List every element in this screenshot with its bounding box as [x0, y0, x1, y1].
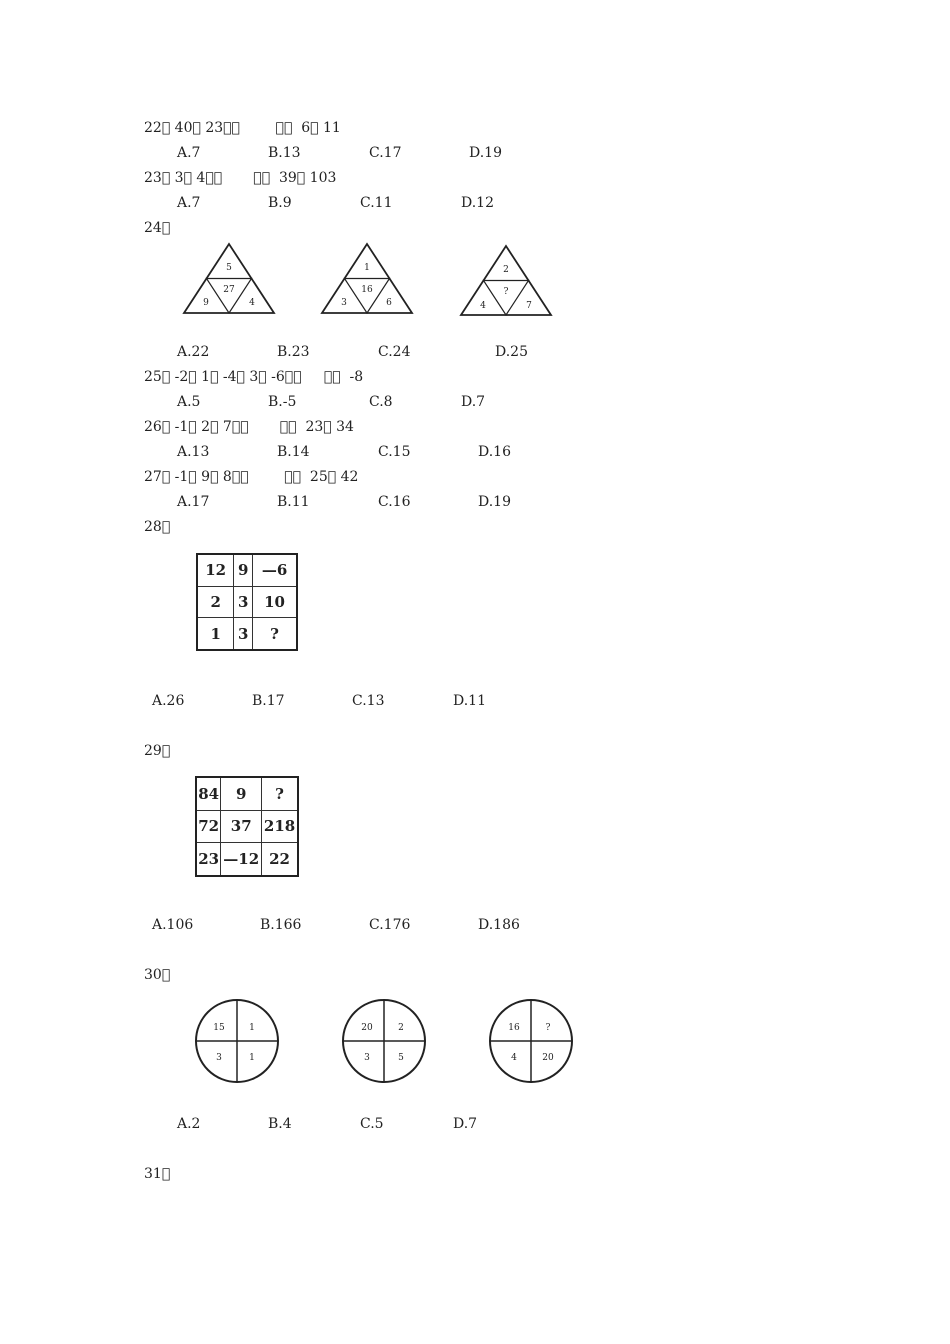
circle-2-top-right: 2: [398, 1023, 404, 1033]
circle-1-top-right: 1: [249, 1023, 255, 1033]
q23-option-a[interactable]: A.7: [177, 195, 201, 211]
q22-option-b[interactable]: B.13: [268, 145, 301, 161]
q28-option-b[interactable]: B.17: [252, 693, 285, 709]
q28-cell: ?: [253, 618, 297, 650]
question-25-stem: 25  -2  1  -4  3  -6      -8: [144, 369, 364, 385]
q30-option-b[interactable]: B.4: [268, 1116, 292, 1132]
q25-option-b[interactable]: B.-5: [268, 394, 297, 410]
triangle-1-center: 27: [223, 285, 235, 295]
q22-option-c[interactable]: C.17: [369, 145, 402, 161]
q29-cell: 218: [262, 810, 298, 842]
q28-cell: 1: [197, 618, 234, 650]
circle-2-top-left: 20: [361, 1023, 373, 1033]
q28-option-d[interactable]: D.11: [453, 693, 486, 709]
circle-3-bottom-left: 4: [511, 1053, 517, 1063]
q29-option-d[interactable]: D.186: [478, 917, 520, 933]
q28-cell: —6: [253, 554, 297, 586]
triangle-2: [322, 244, 412, 313]
circle-3-top-right: ?: [545, 1023, 551, 1033]
triangle-3-left: 4: [480, 301, 486, 311]
q28-number-grid: [196, 553, 298, 651]
q23-option-c[interactable]: C.11: [360, 195, 393, 211]
question-26-stem: 26  -1  2  7      23  34: [144, 419, 354, 435]
circle-1-top-left: 15: [213, 1023, 225, 1033]
q27-option-b[interactable]: B.11: [277, 494, 310, 510]
circle-1-bottom-left: 3: [216, 1053, 222, 1063]
q28-option-a[interactable]: A.26: [152, 693, 185, 709]
q28-option-c[interactable]: C.13: [352, 693, 385, 709]
q27-option-d[interactable]: D.19: [478, 494, 511, 510]
triangle-3-top: 2: [503, 265, 509, 275]
q29-cell: ?: [262, 777, 298, 810]
circle-1: [196, 1000, 278, 1082]
triangle-1-left: 9: [203, 298, 209, 308]
triangle-2-left: 3: [341, 298, 347, 308]
q22-option-d[interactable]: D.19: [469, 145, 502, 161]
q27-option-a[interactable]: A.17: [177, 494, 210, 510]
q29-option-a[interactable]: A.106: [152, 917, 194, 933]
q26-option-b[interactable]: B.14: [277, 444, 310, 460]
triangle-2-top: 1: [364, 263, 370, 273]
circle-3: [490, 1000, 572, 1082]
question-31-stem: 31 : [144, 1166, 171, 1182]
q28-cell: 3: [234, 586, 253, 617]
q29-cell: 72: [196, 810, 221, 842]
q24-option-d[interactable]: D.25: [495, 344, 528, 360]
triangle-1-top: 5: [226, 263, 232, 273]
q22-option-a[interactable]: A.7: [177, 145, 201, 161]
circle-2-bottom-right: 5: [398, 1053, 404, 1063]
q26-option-c[interactable]: C.15: [378, 444, 411, 460]
q28-cell: 9: [234, 554, 253, 586]
question-24-stem: 24 : [144, 220, 171, 236]
q29-cell: —12: [221, 843, 262, 876]
q26-option-d[interactable]: D.16: [478, 444, 511, 460]
triangle-3-center: ?: [503, 287, 509, 297]
q28-cell: 10: [253, 586, 297, 617]
q28-cell: 3: [234, 618, 253, 650]
question-22-stem: 22  40  23      6  11: [144, 120, 341, 136]
question-29-stem: 29 : [144, 743, 171, 759]
circle-2-bottom-left: 3: [364, 1053, 370, 1063]
q28-cell: 2: [197, 586, 234, 617]
q30-option-a[interactable]: A.2: [177, 1116, 201, 1132]
triangle-3-right: 7: [526, 301, 532, 311]
q24-option-c[interactable]: C.24: [378, 344, 411, 360]
triangle-3: [461, 246, 551, 315]
q25-option-c[interactable]: C.8: [369, 394, 393, 410]
q30-option-d[interactable]: D.7: [453, 1116, 478, 1132]
q26-option-a[interactable]: A.13: [177, 444, 210, 460]
circle-3-bottom-right: 20: [542, 1053, 554, 1063]
q27-option-c[interactable]: C.16: [378, 494, 411, 510]
triangle-2-center: 16: [361, 285, 373, 295]
q29-cell: 22: [262, 843, 298, 876]
question-30-stem: 30 : [144, 967, 171, 983]
q23-option-d[interactable]: D.12: [461, 195, 494, 211]
triangle-1-right: 4: [249, 298, 255, 308]
q30-option-c[interactable]: C.5: [360, 1116, 384, 1132]
q23-option-b[interactable]: B.9: [268, 195, 292, 211]
q29-cell: 23: [196, 843, 221, 876]
q29-option-c[interactable]: C.176: [369, 917, 411, 933]
q24-triangle-figures: [180, 240, 560, 320]
q29-cell: 84: [196, 777, 221, 810]
triangle-2-right: 6: [386, 298, 392, 308]
circle-2: [343, 1000, 425, 1082]
q24-option-b[interactable]: B.23: [277, 344, 310, 360]
q29-cell: 9: [221, 777, 262, 810]
circle-1-bottom-right: 1: [249, 1053, 255, 1063]
q29-number-grid: [195, 776, 299, 877]
q30-circle-figures: [190, 995, 585, 1087]
q24-option-a[interactable]: A.22: [177, 344, 210, 360]
question-23-stem: 23  3  4      39  103: [144, 170, 337, 186]
question-27-stem: 27  -1  9  8      25  42: [144, 469, 359, 485]
q29-cell: 37: [221, 810, 262, 842]
q29-option-b[interactable]: B.166: [260, 917, 302, 933]
q25-option-a[interactable]: A.5: [177, 394, 201, 410]
question-28-stem: 28 : [144, 519, 171, 535]
triangle-1: [184, 244, 274, 313]
circle-3-top-left: 16: [508, 1023, 520, 1033]
q25-option-d[interactable]: D.7: [461, 394, 486, 410]
q28-cell: 12: [197, 554, 234, 586]
